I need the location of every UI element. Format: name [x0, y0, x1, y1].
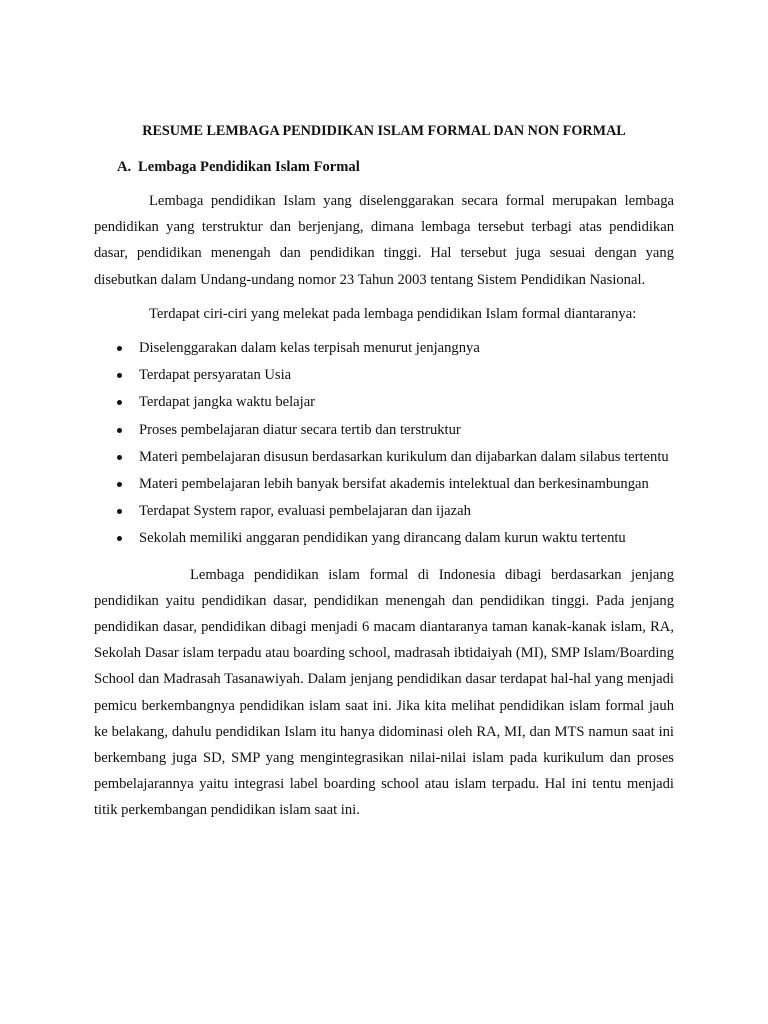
- section-number: A.: [117, 159, 132, 175]
- list-item-text: Materi pembelajaran lebih banyak bersifat akademis intelektual dan berkesinambungan: [139, 476, 649, 493]
- paragraph-characteristics-intro: Terdapat ciri-ciri yang melekat pada lembaga pendidikan Islam formal diantaranya:: [149, 305, 637, 322]
- document-title: RESUME LEMBAGA PENDIDIKAN ISLAM FORMAL DAN NON FORMAL: [142, 123, 626, 139]
- list-item-text: Materi pembelajaran disusun berdasarkan kurikulum dan dijabarkan dalam silabus tertentu: [139, 448, 669, 465]
- paragraph-intro: Lembaga pendidikan Islam yang diselenggarakan secara formal merupakan lembaga pendidikan yang terstruktur dan berjenjang, dimana lembaga tersebut terbagi atas pendidikan dasar, pendidikan menengah dan pendidikan tinggi. Hal tersebut juga sesuai dengan yang disebutkan dalam Undang-undang nomor 23 Tahun 2003 tentang Sistem Pendidikan Nasional.: [94, 193, 674, 288]
- list-item-text: Diselenggarakan dalam kelas terpisah menurut jenjangnya: [139, 340, 480, 357]
- bullet-icon: [117, 455, 122, 460]
- list-item-text: Terdapat persyaratan Usia: [139, 367, 292, 384]
- bullet-icon: [117, 509, 122, 514]
- list-item: [94, 335, 674, 361]
- list-item: [94, 417, 674, 443]
- section-heading-text: Lembaga Pendidikan Islam Formal: [138, 159, 360, 175]
- bullet-icon: [117, 536, 122, 541]
- list-item: [94, 444, 674, 470]
- bullet-icon: [117, 482, 122, 487]
- list-item-text: Terdapat jangka waktu belajar: [139, 394, 316, 411]
- paragraph-education-levels: Lembaga pendidikan islam formal di Indonesia dibagi berdasarkan jenjang pendidikan yaitu pendidikan dasar, pendidikan menengah dan pendidikan tinggi. Pada jenjang pendidikan dasar, pendidikan dibagi menjadi 6 macam diantaranya taman kanak-kanak islam, RA, Sekolah Dasar islam terpadu atau boarding school, madrasah ibtidaiyah (MI), SMP Islam/Boarding School dan Madrasah Tasanawiyah. Dalam jenjang pendidikan dasar terdapat hal-hal yang menjadi pemicu berkembangnya pendidikan islam saat ini. Jika kita melihat pendidikan islam formal jauh ke belakang, dahulu pendidikan Islam itu hanya didominasi oleh RA, MI, dan MTS namun saat ini berkembang juga SD, SMP yang mengintegrasikan nilai-nilai islam pada kurikulum dan proses pembelajarannya yaitu integrasi label boarding school atau islam terpadu. Hal ini tentu menjadi titik perkembangan pendidikan islam saat ini.: [94, 566, 674, 819]
- list-item-text: Sekolah memiliki anggaran pendidikan yang dirancang dalam kurun waktu tertentu: [139, 530, 626, 547]
- list-item-text: Terdapat System rapor, evaluasi pembelajaran dan ijazah: [139, 503, 471, 520]
- bullet-icon: [117, 428, 122, 433]
- list-item: [94, 471, 674, 497]
- bullet-icon: [117, 346, 122, 351]
- list-item: [94, 498, 674, 524]
- list-item-text: Proses pembelajaran diatur secara tertib dan terstruktur: [139, 421, 461, 438]
- list-item: [94, 389, 674, 415]
- document-body: [94, 118, 674, 824]
- characteristics-list: [94, 335, 674, 552]
- section-heading: [94, 154, 674, 180]
- bullet-icon: [117, 373, 122, 378]
- list-item: [94, 525, 674, 551]
- bullet-icon: [117, 400, 122, 405]
- list-item: [94, 362, 674, 388]
